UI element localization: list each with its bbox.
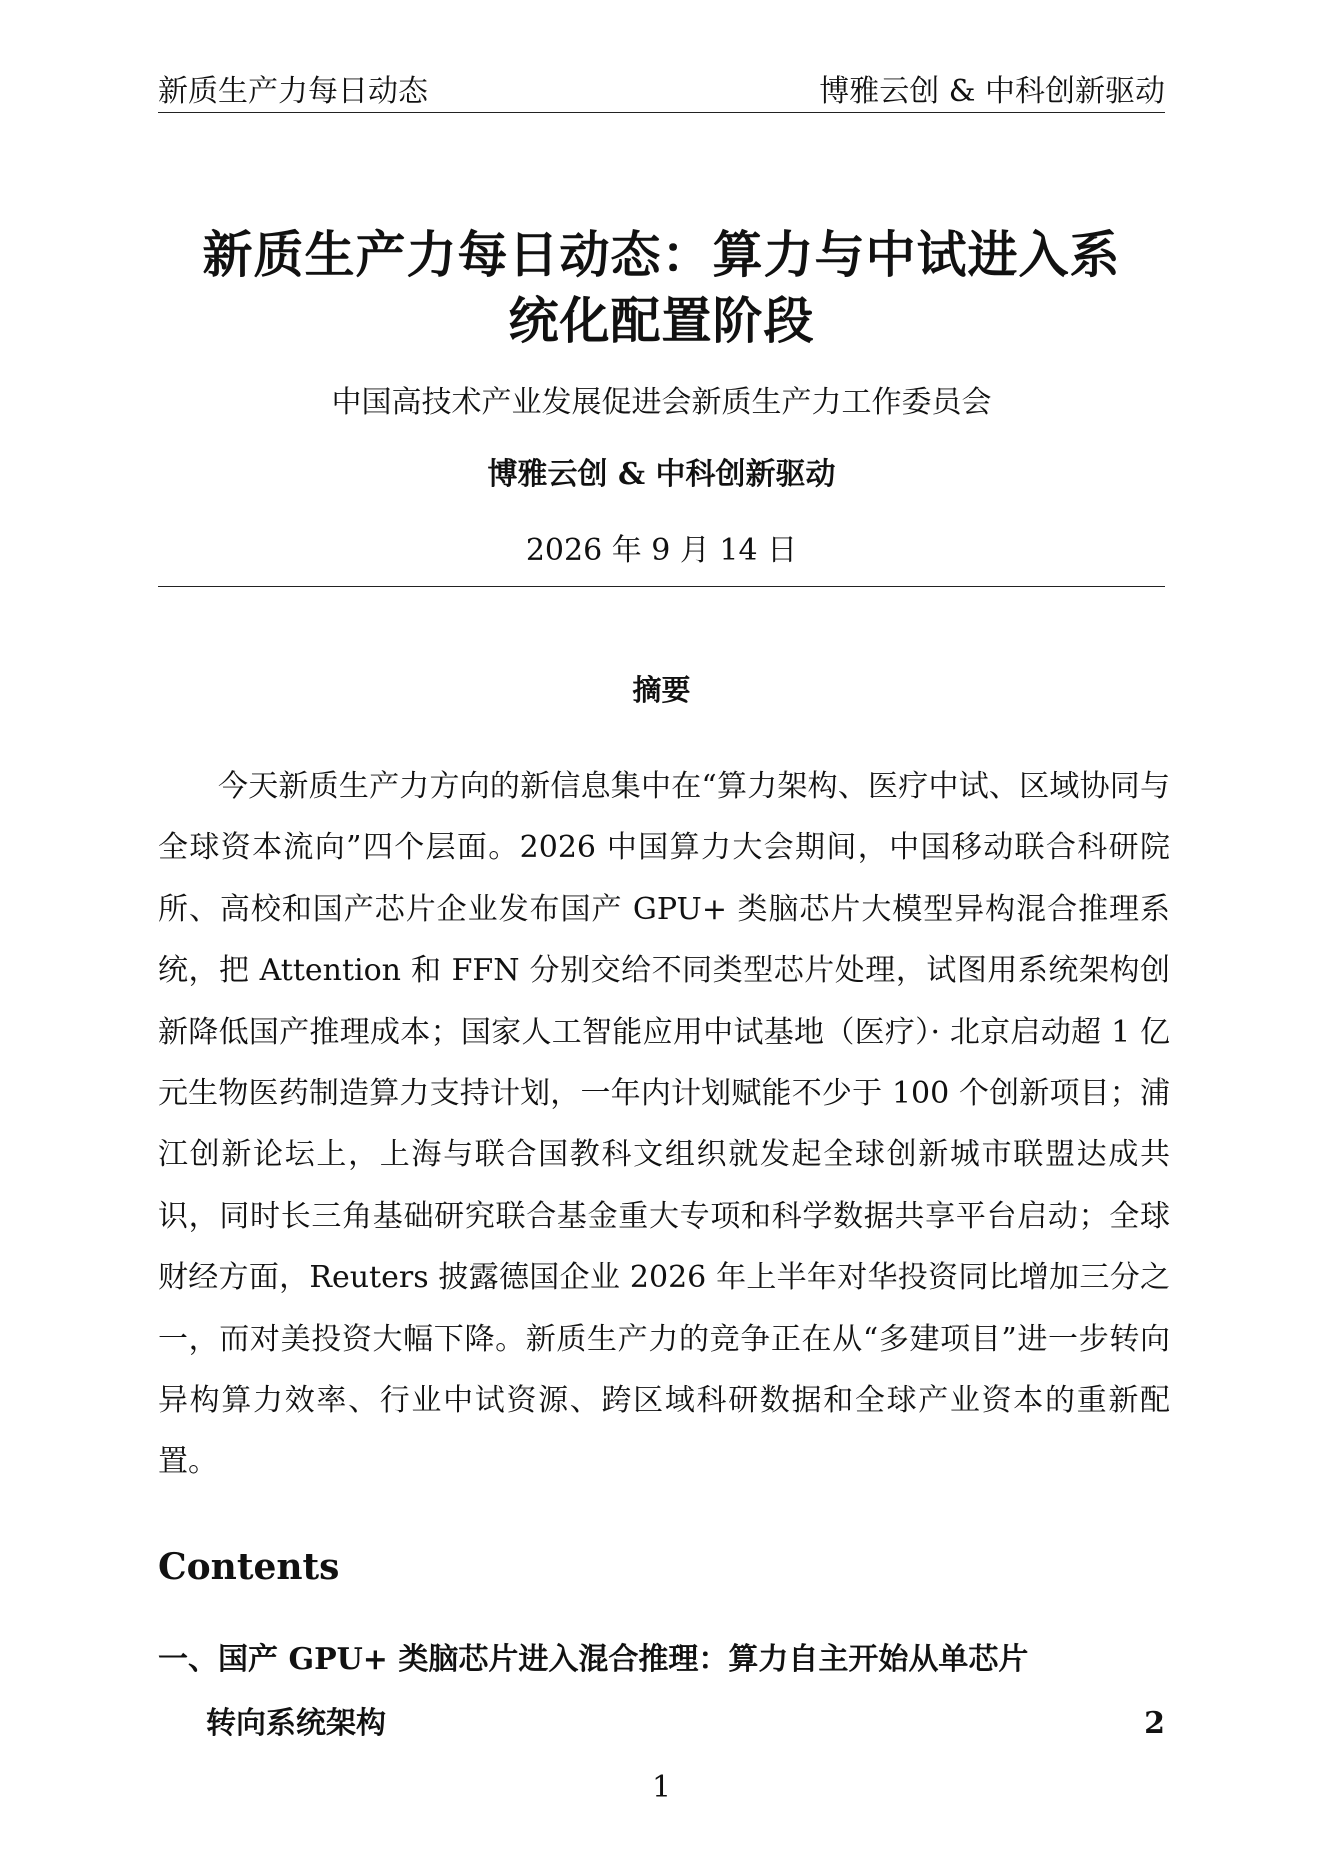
abstract-heading: 摘要 — [632, 673, 691, 707]
toc-entry-line-2[interactable]: 转向系统架构 — [206, 1706, 386, 1741]
title-line-2: 统化配置阶段 — [508, 291, 815, 350]
toc-entry-line-1[interactable]: 一、国产 GPU+ 类脑芯片进入混合推理：算力自主开始从单芯片 — [158, 1642, 1029, 1677]
contents-heading: Contents — [158, 1546, 340, 1588]
publication-date: 2026 年 9 月 14 日 — [525, 533, 798, 568]
title-rule — [158, 586, 1165, 587]
abstract-body: 今天新质生产力方向的新信息集中在“算力架构、医疗中试、区域协同与全球资本流向”四个层面。2026 中国算力大会期间，中国移动联合科研院所、高校和国产芯片企业发布国产 GPU+ 类脑芯片大模型异构混合推理系统，把 Attention 和 FFN 分别交给不同类型芯片处理，试图用系统架构创新降低国产推理成本；国家人工智能应用中试基地（医疗）· 北京启动超 1 亿元生物医药制造算力支持计划，一年内计划赋能不少于 100 个创新项目；浦江创新论坛上，上海与联合国教科文组织就发起全球创新城市联盟达成共识，同时长三角基础研究联合基金重大专项和科学数据共享平台启动；全球财经方面，Reuters 披露德国企业 2026 年上半年对华投资同比增加三分之一，而对美投资大幅下降。新质生产力的竞争正在从“多建项目”进一步转向异构算力效率、行业中试资源、跨区域科研数据和全球产业资本的重新配置。 — [158, 769, 1170, 1480]
authors: 博雅云创 & 中科创新驱动 — [487, 457, 836, 492]
header-left-title: 新质生产力每日动态 — [158, 74, 428, 109]
toc-entry-page[interactable]: 2 — [1144, 1706, 1165, 1741]
header-rule — [158, 112, 1165, 113]
running-header — [158, 66, 1165, 110]
title-line-1: 新质生产力每日动态：算力与中试进入系 — [202, 225, 1121, 284]
organization: 中国高技术产业发展促进会新质生产力工作委员会 — [331, 385, 992, 420]
document-title — [150, 222, 1173, 354]
header-right-authors: 博雅云创 & 中科创新驱动 — [819, 74, 1165, 109]
page-number: 1 — [651, 1770, 672, 1805]
